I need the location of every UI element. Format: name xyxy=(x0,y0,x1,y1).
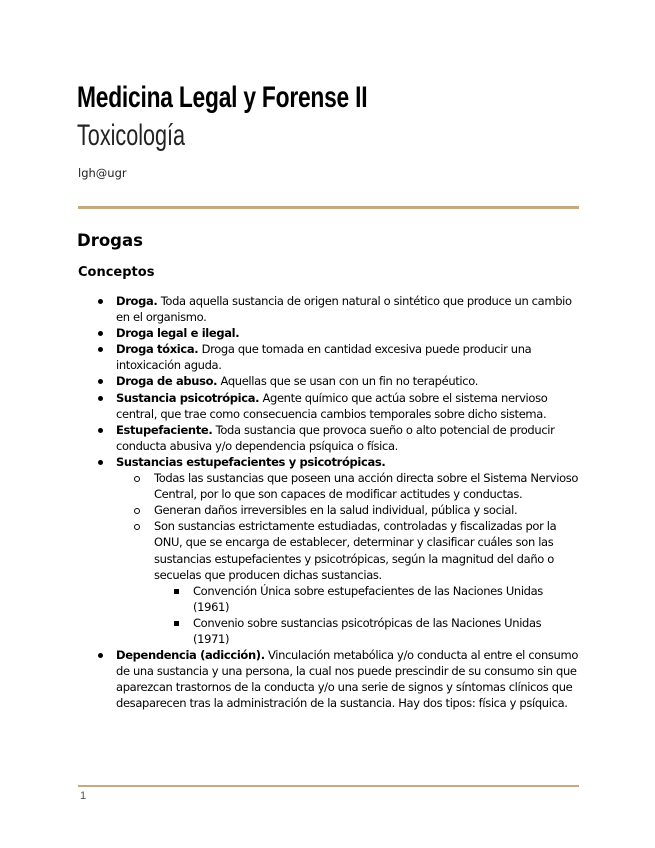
term: Droga de abuso. xyxy=(116,374,218,389)
nested-sublist xyxy=(154,583,583,647)
subsection-heading: Conceptos xyxy=(78,265,155,280)
sublist-text: Todas las sustancias que poseen una acción directa sobre el Sistema Nervioso Central, por lo que son capaces de modificar actitudes y conductas. xyxy=(154,471,579,502)
list-item-droga xyxy=(78,293,583,325)
definition: Droga que tomada en cantidad excesiva puede producir una intoxicación aguda. xyxy=(116,342,532,373)
definition: Aquellas que se usan con un fin no terapéutico. xyxy=(217,374,479,389)
definition: Vinculación metabólica y/o conducta al entre el consumo de una sustancia y una persona, la cual nos puede prescindir de su consumo sin que aparezcan trastornos de la conducta y/o una serie de signos y síntomas clínicos que desaparecen tras la administración de la sustancia. Hay dos tipos: física y psíquica. xyxy=(116,648,579,711)
author-line: lgh@ugr xyxy=(78,166,127,180)
term: Droga. xyxy=(116,294,158,308)
definition: Toda sustancia que provoca sueño o alto potencial de producir conducta abusiva y/o dependencia psíquica o física. xyxy=(116,422,555,453)
nested-sublist-item xyxy=(154,583,567,615)
term: Estupefaciente. xyxy=(116,422,213,437)
section-heading: Drogas xyxy=(77,231,143,250)
term: Dependencia (adicción). xyxy=(116,648,265,663)
nested-sublist-text: Convención Única sobre estupefacientes de las Naciones Unidas (1961) xyxy=(193,583,543,614)
page-number: 1 xyxy=(80,790,87,802)
sublist xyxy=(116,470,583,647)
term: Sustancias estupefacientes y psicotrópicas. xyxy=(116,454,386,469)
list-item-droga-abuso xyxy=(78,373,583,389)
term: Sustancia psicotrópica. xyxy=(116,390,260,405)
list-item-droga-legal xyxy=(78,325,583,341)
sublist-item xyxy=(116,518,583,647)
nested-sublist-text: Convenio sobre sustancias psicotrópicas de las Naciones Unidas (1971) xyxy=(193,615,542,646)
list-item-estupefaciente xyxy=(78,422,583,454)
document-subtitle: Toxicología xyxy=(77,119,186,152)
nested-sublist-item xyxy=(154,615,567,647)
list-item-sustancia-psicotropica xyxy=(78,390,583,422)
sublist-text: Son sustancias estrictamente estudiadas, controladas y fiscalizadas por la ONU, que se encarga de establecer, determinar y clasificar cuáles son las sustancias estupefacientes y psicotrópicas, según la magnitud del daño o secuelas que producen dichas sustancias. xyxy=(154,519,557,582)
concept-list xyxy=(78,293,583,711)
term: Droga legal e ilegal. xyxy=(116,326,240,341)
sublist-text: Generan daños irreversibles en la salud individual, pública y social. xyxy=(154,503,518,518)
sublist-item xyxy=(116,502,583,518)
definition: Agente químico que actúa sobre el sistema nervioso central, que trae como consecuencia cambios temporales sobre dicho sistema. xyxy=(116,390,548,421)
header-divider xyxy=(78,206,579,209)
definition: Toda aquella sustancia de origen natural o sintético que produce un cambio en el organismo. xyxy=(116,294,572,325)
sublist-item xyxy=(116,470,583,502)
footer-divider xyxy=(78,785,579,787)
list-item-estupefacientes-psicotropicas xyxy=(78,454,583,647)
list-item-droga-toxica xyxy=(78,341,583,373)
document-title: Medicina Legal y Forense II xyxy=(77,81,368,114)
list-item-dependencia xyxy=(78,647,583,711)
term: Droga tóxica. xyxy=(116,342,199,357)
concept-list-container xyxy=(78,293,583,711)
